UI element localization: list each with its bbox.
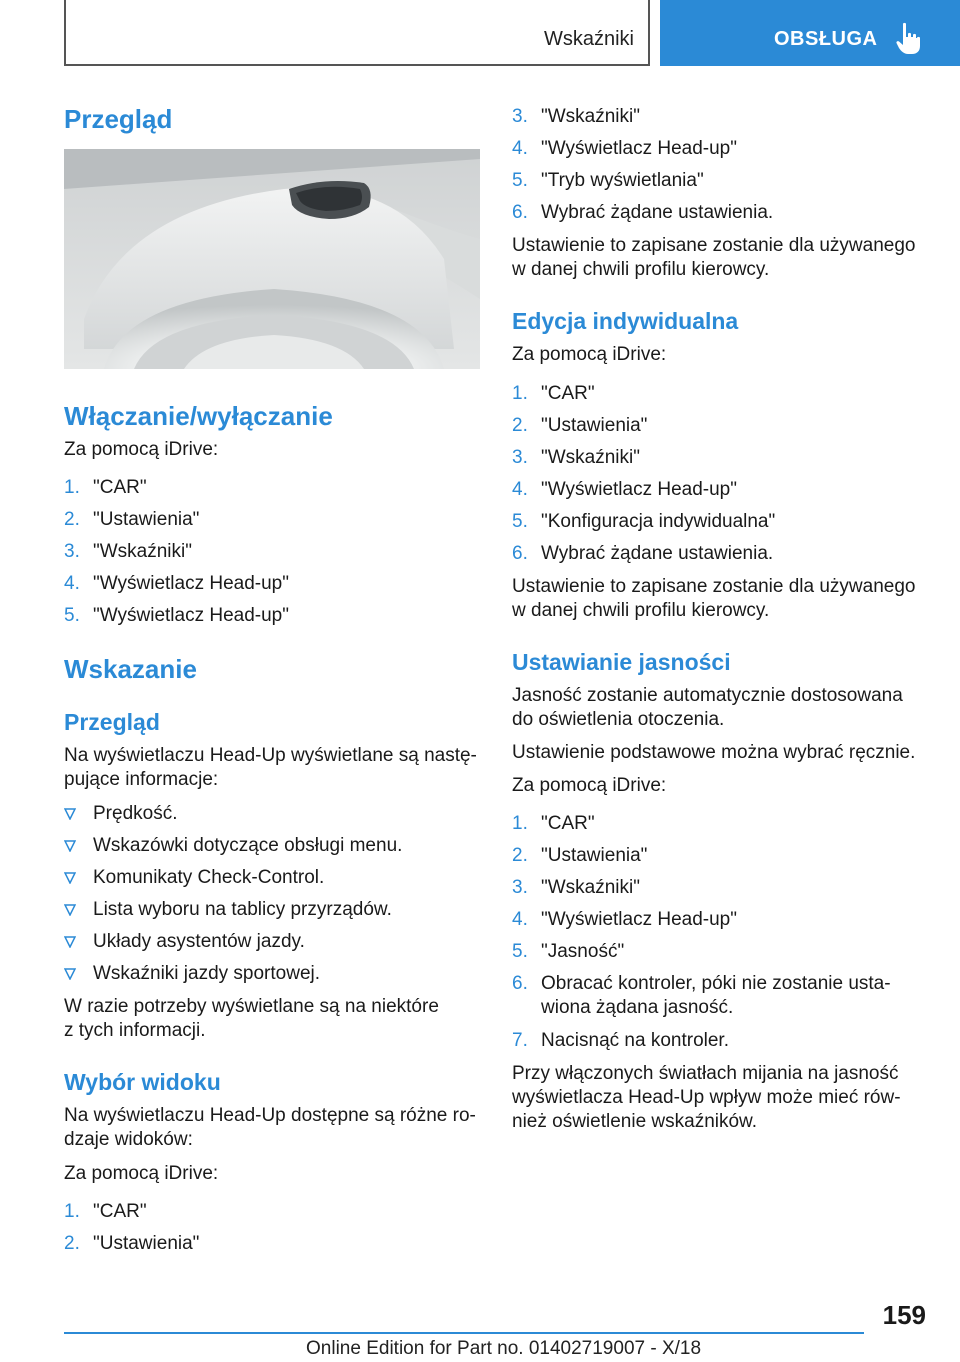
triangle-bullet-icon [64,808,76,820]
header-section-title: Wskaźniki [543,28,634,50]
triangle-bullet-icon [64,936,76,948]
brightness-intro-line: do oświetlenia otoczenia. [512,709,725,730]
heading-custom-edit: Edycja indywidualna [512,308,739,334]
via-idrive-text: Za pomocą iDrive: [64,439,219,460]
view-intro-line: dzaje widoków: [64,1129,193,1150]
heading-view-selection: Wybór widoku [64,1069,221,1095]
head-up-display-photo [64,149,480,369]
footer-edition-text: Online Edition for Part no. 01402719007 - X/18 [306,1338,702,1359]
view-intro-line: Na wyświetlaczu Head-Up dostępne są różne ro- [64,1105,476,1126]
page-number: 159 [882,1300,926,1330]
brightness-manual-text: Ustawienie podstawowe można wybrać ręcznie. [512,742,916,763]
heading-brightness: Ustawianie jasności [512,649,731,675]
custom-note-line: w danej chwili profilu kierowcy. [512,600,770,621]
display-note-line: z tych informacji. [64,1020,206,1041]
triangle-bullet-icon [64,904,76,916]
display-intro-line: Na wyświetlaczu Head-Up wyświetlane są nastę- [64,745,477,766]
footer-divider [64,1332,864,1334]
heading-display-overview: Przegląd [64,709,160,735]
display-intro-line: pujące informacje: [64,769,219,790]
brightness-note-line: Przy włączonych światłach mijania na jasność [512,1063,899,1084]
brightness-intro-line: Jasność zostanie automatycznie dostosowana [512,685,903,706]
brightness-note-line: nież oświetlenie wskaźników. [512,1111,758,1132]
custom-note-line: Ustawienie to zapisane zostanie dla używanego [512,576,916,597]
pointing-hand-icon [896,22,922,56]
heading-on-off: Włączanie/wyłączanie [64,401,333,431]
triangle-bullet-icon [64,872,76,884]
via-idrive-text: Za pomocą iDrive: [512,775,667,796]
header-chapter-box[interactable] [660,0,960,66]
heading-overview: Przegląd [64,104,173,134]
display-note-line: W razie potrzeby wyświetlane są na niektóre [64,996,439,1017]
brightness-note-line: wyświetlacza Head-Up wpływ może mieć rów- [512,1087,901,1108]
triangle-bullet-icon [64,968,76,980]
view-note-line: w danej chwili profilu kierowcy. [512,259,770,280]
view-note-line: Ustawienie to zapisane zostanie dla używanego [512,235,916,256]
header-chapter-title: OBSŁUGA [774,28,878,50]
triangle-bullet-icon [64,840,76,852]
via-idrive-text: Za pomocą iDrive: [512,344,667,365]
header-section-box [64,0,650,66]
via-idrive-text: Za pomocą iDrive: [64,1163,219,1184]
heading-display: Wskazanie [64,654,197,684]
